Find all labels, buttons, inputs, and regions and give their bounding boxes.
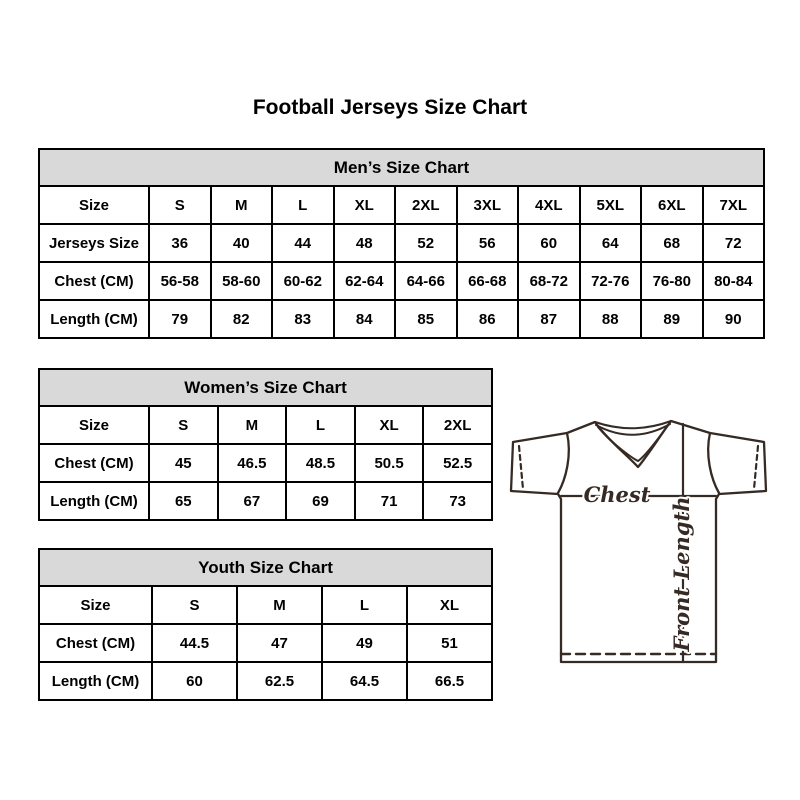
- chest-label: Chest: [583, 482, 651, 507]
- table-row: [39, 482, 492, 520]
- table-cell: S: [149, 186, 211, 224]
- row-label-cell: Jerseys Size: [39, 224, 149, 262]
- table-cell: 84: [334, 300, 396, 338]
- row-label-cell: Chest (CM): [39, 444, 149, 482]
- table-cell: 66-68: [457, 262, 519, 300]
- table-cell: 72: [703, 224, 765, 262]
- table-cell: 58-60: [211, 262, 273, 300]
- table-cell: 71: [355, 482, 424, 520]
- table-cell: 68: [641, 224, 703, 262]
- table-cell: 60: [518, 224, 580, 262]
- table-cell: 3XL: [457, 186, 519, 224]
- row-label-cell: Size: [39, 406, 149, 444]
- page-title: Football Jerseys Size Chart: [252, 96, 528, 119]
- table-row: [39, 662, 492, 700]
- table-cell: 69: [286, 482, 355, 520]
- table-cell: L: [272, 186, 334, 224]
- table-cell: 60: [152, 662, 237, 700]
- table-row: [39, 624, 492, 662]
- table-cell: XL: [407, 586, 492, 624]
- table-title: Youth Size Chart: [39, 549, 492, 586]
- table-cell: 56: [457, 224, 519, 262]
- table-cell: 86: [457, 300, 519, 338]
- table-cell: 6XL: [641, 186, 703, 224]
- row-label-cell: Length (CM): [39, 482, 149, 520]
- table-cell: 62-64: [334, 262, 396, 300]
- table-cell: M: [218, 406, 287, 444]
- table-cell: 52.5: [423, 444, 492, 482]
- table-cell: 5XL: [580, 186, 642, 224]
- table-row: [39, 262, 764, 300]
- jersey-outline: [511, 421, 766, 662]
- row-label-cell: Length (CM): [39, 662, 152, 700]
- table-header-row: [39, 369, 492, 406]
- womens-size-table: [38, 368, 493, 521]
- table-cell: S: [152, 586, 237, 624]
- table-cell: 82: [211, 300, 273, 338]
- table-cell: 60-62: [272, 262, 334, 300]
- table-cell: 7XL: [703, 186, 765, 224]
- row-label-cell: Size: [39, 186, 149, 224]
- table-cell: S: [149, 406, 218, 444]
- table-cell: 36: [149, 224, 211, 262]
- table-cell: 90: [703, 300, 765, 338]
- table-cell: 83: [272, 300, 334, 338]
- table-cell: 88: [580, 300, 642, 338]
- row-label-cell: Chest (CM): [39, 262, 149, 300]
- table-cell: 89: [641, 300, 703, 338]
- table-row: [39, 300, 764, 338]
- table-cell: 80-84: [703, 262, 765, 300]
- table-cell: 76-80: [641, 262, 703, 300]
- table-cell: 44.5: [152, 624, 237, 662]
- table-cell: 4XL: [518, 186, 580, 224]
- table-cell: 64.5: [322, 662, 407, 700]
- table-cell: 45: [149, 444, 218, 482]
- table-cell: 48.5: [286, 444, 355, 482]
- table-cell: 48: [334, 224, 396, 262]
- table-cell: L: [286, 406, 355, 444]
- table-header-row: [39, 549, 492, 586]
- table-cell: 87: [518, 300, 580, 338]
- table-cell: 62.5: [237, 662, 322, 700]
- table-cell: 66.5: [407, 662, 492, 700]
- table-cell: XL: [334, 186, 396, 224]
- table-cell: 64-66: [395, 262, 457, 300]
- table-title: Men’s Size Chart: [39, 149, 764, 186]
- table-cell: L: [322, 586, 407, 624]
- table-cell: 68-72: [518, 262, 580, 300]
- youth-size-table: [38, 548, 493, 701]
- row-label-cell: Length (CM): [39, 300, 149, 338]
- table-header-row: [39, 149, 764, 186]
- table-cell: 2XL: [423, 406, 492, 444]
- mens-size-table: [38, 148, 765, 339]
- table-cell: 40: [211, 224, 273, 262]
- table-cell: 65: [149, 482, 218, 520]
- table-cell: 73: [423, 482, 492, 520]
- table-cell: 56-58: [149, 262, 211, 300]
- table-cell: 47: [237, 624, 322, 662]
- table-cell: XL: [355, 406, 424, 444]
- table-cell: 46.5: [218, 444, 287, 482]
- table-cell: M: [237, 586, 322, 624]
- table-row: [39, 186, 764, 224]
- table-cell: 64: [580, 224, 642, 262]
- table-cell: 51: [407, 624, 492, 662]
- row-label-cell: Size: [39, 586, 152, 624]
- row-label-cell: Chest (CM): [39, 624, 152, 662]
- table-cell: 72-76: [580, 262, 642, 300]
- table-row: [39, 406, 492, 444]
- table-cell: 79: [149, 300, 211, 338]
- table-cell: 50.5: [355, 444, 424, 482]
- table-cell: 85: [395, 300, 457, 338]
- table-row: [39, 444, 492, 482]
- table-cell: M: [211, 186, 273, 224]
- front-length-label: Front Length: [669, 496, 694, 652]
- jersey-measurement-diagram: [505, 416, 775, 668]
- jersey-illustration: [505, 416, 775, 668]
- collar-back-line: [595, 421, 671, 428]
- table-cell: 49: [322, 624, 407, 662]
- table-cell: 44: [272, 224, 334, 262]
- table-cell: 67: [218, 482, 287, 520]
- table-cell: 2XL: [395, 186, 457, 224]
- table-row: [39, 224, 764, 262]
- table-title: Women’s Size Chart: [39, 369, 492, 406]
- table-row: [39, 586, 492, 624]
- table-cell: 52: [395, 224, 457, 262]
